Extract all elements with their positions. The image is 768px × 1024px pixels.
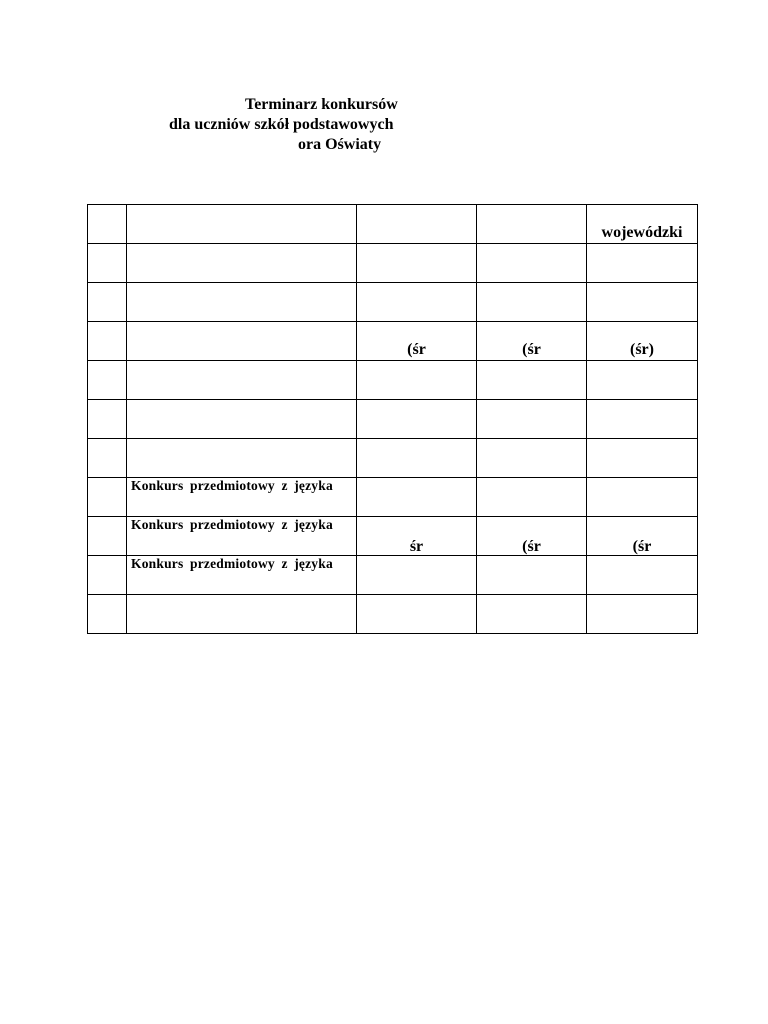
table-cell (587, 400, 698, 439)
row9-col3-text: śr (409, 538, 424, 555)
table-cell (127, 478, 357, 517)
table-cell (477, 205, 587, 244)
table-cell (587, 517, 698, 556)
table-row (88, 478, 698, 517)
table-cell (88, 322, 127, 361)
table-cell (127, 205, 357, 244)
table-row (88, 283, 698, 322)
table-cell (127, 244, 357, 283)
title-line-3: ora Oświaty (298, 136, 382, 153)
table-cell (357, 244, 477, 283)
table-cell (88, 361, 127, 400)
table-cell (88, 439, 127, 478)
table-cell (477, 361, 587, 400)
table-cell (477, 517, 587, 556)
title-line-2: dla uczniów szkół podstawowych (169, 116, 394, 133)
table-cell (587, 595, 698, 634)
row8-competition-label: Konkurs przedmiotowy z języka (131, 478, 333, 493)
row9-col5-text: (śr (632, 538, 652, 555)
table-cell (587, 439, 698, 478)
table-cell (477, 556, 587, 595)
table-cell (88, 517, 127, 556)
table-cell (477, 478, 587, 517)
table-row (88, 400, 698, 439)
table-row (88, 322, 698, 361)
table-cell (357, 517, 477, 556)
table-cell (477, 400, 587, 439)
row10-competition-label: Konkurs przedmiotowy z języka (131, 556, 333, 571)
table-cell (477, 595, 587, 634)
header-wojewodzki: wojewódzki (601, 224, 683, 241)
table-row (88, 439, 698, 478)
table-cell (587, 283, 698, 322)
table-row (88, 556, 698, 595)
table-cell (477, 283, 587, 322)
competition-schedule-table (87, 204, 698, 634)
row4-col5-text: (śr) (630, 341, 654, 358)
table-cell (127, 400, 357, 439)
table-cell (587, 244, 698, 283)
table-row (88, 517, 698, 556)
row4-col4-text: (śr (522, 341, 541, 358)
table-row (88, 595, 698, 634)
table-cell (127, 322, 357, 361)
row4-col3-text: (śr (407, 341, 426, 358)
table-cell (587, 205, 698, 244)
table-cell (587, 322, 698, 361)
table-cell (357, 283, 477, 322)
table-cell (357, 322, 477, 361)
table-cell (88, 244, 127, 283)
table-cell (88, 478, 127, 517)
table-cell (587, 556, 698, 595)
table-cell (127, 595, 357, 634)
table-cell (88, 283, 127, 322)
table-cell (357, 400, 477, 439)
table-cell (127, 556, 357, 595)
table-cell (357, 556, 477, 595)
table-cell (357, 439, 477, 478)
table-cell (587, 361, 698, 400)
table-cell (357, 361, 477, 400)
table-cell (127, 439, 357, 478)
table-cell (477, 322, 587, 361)
table-cell (357, 478, 477, 517)
table-cell (357, 595, 477, 634)
table-cell (477, 439, 587, 478)
table-cell (587, 478, 698, 517)
table-cell (88, 556, 127, 595)
table-row (88, 205, 698, 244)
title-line-1: Terminarz konkursów (245, 96, 398, 113)
table-row (88, 244, 698, 283)
table-cell (357, 205, 477, 244)
table-cell (127, 517, 357, 556)
row9-col4-text: (śr (522, 538, 541, 555)
table-cell (127, 283, 357, 322)
table-cell (88, 205, 127, 244)
row9-competition-label: Konkurs przedmiotowy z języka (131, 517, 333, 532)
table-row (88, 361, 698, 400)
table-cell (88, 400, 127, 439)
table-cell (88, 595, 127, 634)
table-cell (127, 361, 357, 400)
table-cell (477, 244, 587, 283)
